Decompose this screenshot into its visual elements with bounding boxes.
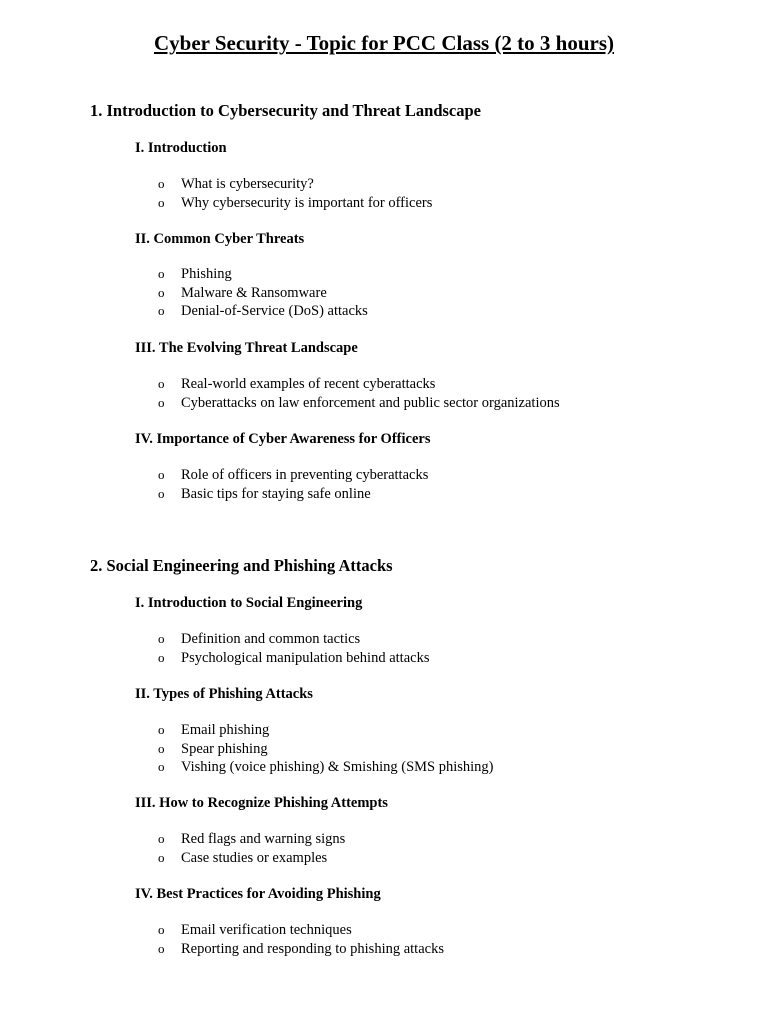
subsection-heading: IV. Importance of Cyber Awareness for Officers (135, 431, 431, 447)
list-item-text: Cyberattacks on law enforcement and public sector organizations (181, 394, 560, 411)
subsection-heading: IV. Best Practices for Avoiding Phishing (135, 886, 381, 902)
bullet-list (158, 721, 494, 777)
list-item-text: Role of officers in preventing cyberattacks (181, 467, 429, 483)
bullet-marker: o (158, 376, 165, 391)
bullet-marker: o (158, 467, 165, 482)
list-item (158, 849, 345, 868)
bullet-marker: o (158, 740, 165, 756)
list-item (158, 485, 428, 504)
subsection-heading: II. Common Cyber Threats (135, 231, 305, 247)
bullet-marker: o (158, 303, 165, 318)
list-item-text: Reporting and responding to phishing attacks (181, 940, 444, 957)
list-item (158, 375, 560, 394)
list-item (158, 758, 494, 777)
subsection-heading: I. Introduction to Social Engineering (135, 595, 363, 611)
bullet-marker: o (158, 831, 165, 846)
subsection-heading: II. Types of Phishing Attacks (135, 686, 313, 702)
list-item (158, 921, 444, 940)
bullet-list (158, 466, 428, 503)
bullet-marker: o (158, 759, 165, 774)
bullet-list (158, 630, 429, 667)
list-item-text: Why cybersecurity is important for officers (181, 194, 433, 211)
list-item-text: Malware & Ransomware (181, 284, 327, 301)
list-item-text: Denial-of-Service (DoS) attacks (181, 303, 368, 319)
bullet-list (158, 265, 368, 321)
bullet-marker: o (158, 940, 165, 956)
list-item-text: Phishing (181, 266, 232, 282)
bullet-list (158, 830, 345, 867)
list-item (158, 284, 368, 303)
section-heading: 1. Introduction to Cybersecurity and Threat Landscape (90, 101, 481, 120)
bullet-marker: o (158, 722, 165, 737)
bullet-marker: o (158, 485, 165, 501)
list-item (158, 175, 432, 194)
bullet-marker: o (158, 922, 165, 937)
list-item-text: Red flags and warning signs (181, 831, 346, 847)
list-item-text: Real-world examples of recent cyberattacks (181, 376, 436, 392)
list-item (158, 740, 494, 759)
bullet-marker: o (158, 849, 165, 865)
list-item-text: What is cybersecurity? (181, 176, 314, 192)
bullet-marker: o (158, 649, 165, 665)
list-item (158, 302, 368, 321)
subsection-heading: III. The Evolving Threat Landscape (135, 340, 358, 356)
list-item-text: Definition and common tactics (181, 631, 361, 647)
page-title: Cyber Security - Topic for PCC Class (2 to 3 hours) (153, 31, 615, 55)
bullet-marker: o (158, 266, 165, 281)
list-item (158, 265, 368, 284)
list-item (158, 630, 429, 649)
list-item (158, 394, 560, 413)
section-heading: 2. Social Engineering and Phishing Attacks (90, 556, 393, 575)
bullet-list (158, 175, 432, 212)
subsection-heading: III. How to Recognize Phishing Attempts (135, 795, 388, 811)
list-item-text: Basic tips for staying safe online (181, 485, 371, 502)
list-item (158, 721, 494, 740)
bullet-marker: o (158, 394, 165, 410)
subsection-heading: I. Introduction (135, 140, 227, 156)
list-item-text: Vishing (voice phishing) & Smishing (SMS phishing) (181, 759, 494, 775)
bullet-list (158, 375, 560, 412)
bullet-marker: o (158, 194, 165, 210)
list-item (158, 466, 428, 485)
list-item (158, 194, 432, 213)
list-item (158, 649, 429, 668)
bullet-marker: o (158, 176, 165, 191)
bullet-marker: o (158, 631, 165, 646)
list-item-text: Email phishing (181, 722, 270, 738)
list-item (158, 830, 345, 849)
bullet-marker: o (158, 284, 165, 300)
list-item-text: Psychological manipulation behind attacks (181, 649, 430, 666)
list-item-text: Case studies or examples (181, 849, 328, 866)
list-item-text: Spear phishing (181, 740, 268, 757)
bullet-list (158, 921, 444, 958)
list-item-text: Email verification techniques (181, 922, 352, 938)
list-item (158, 940, 444, 959)
